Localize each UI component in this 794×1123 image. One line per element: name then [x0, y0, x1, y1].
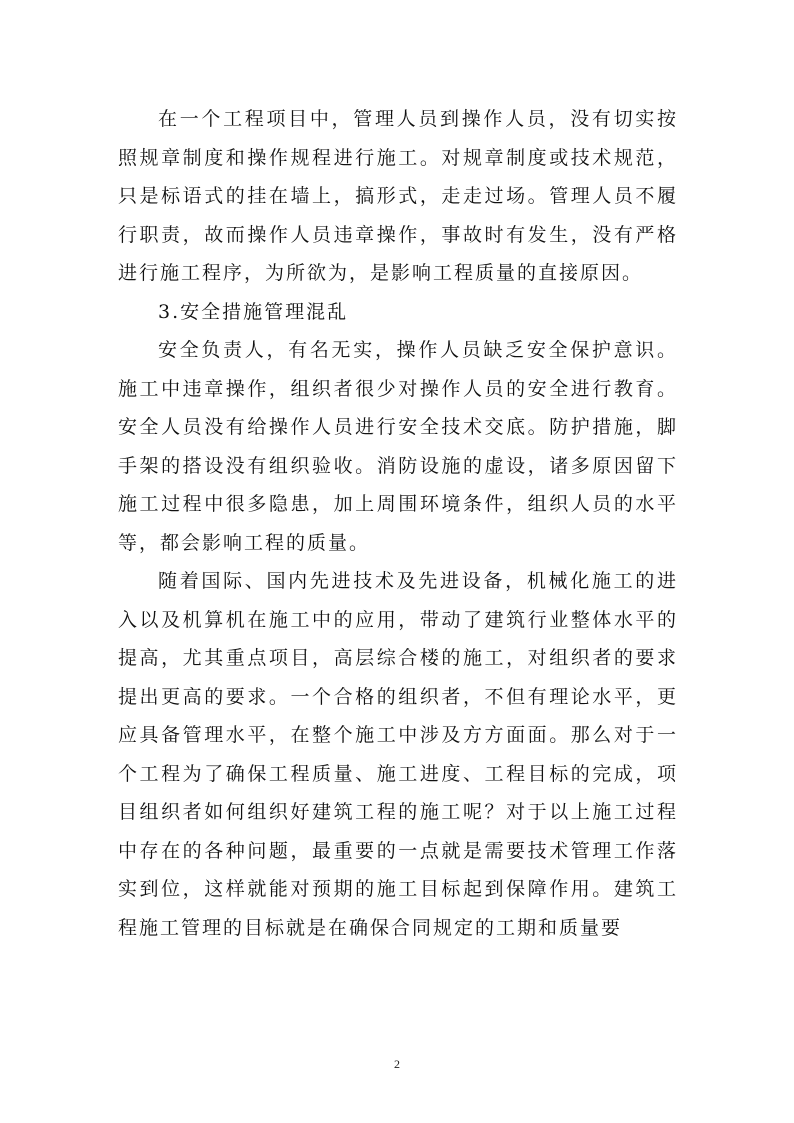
- paragraph-safety-issues: 安全负责人，有名无实，操作人员缺乏安全保护意识。施工中违章操作，组织者很少对操作人员的安全进行教育。安全人员没有给操作人员进行安全技术交底。防护措施，脚手架的搭设没有组织验收。消防设施的虚设，诸多原因留下施工过程中很多隐患，加上周围环境条件，组织人员的水平等，都会影响工程的质量。: [118, 339, 678, 554]
- paragraph-management-violations: 在一个工程项目中，管理人员到操作人员，没有切实按照规章制度和操作规程进行施工。对规章制度或技术规范，只是标语式的挂在墙上，搞形式，走走过场。管理人员不履行职责，故而操作人员违章操作，事故时有发生，没有严格进行施工程序，为所欲为，是影响工程质量的直接原因。: [118, 108, 678, 284]
- page-number: 2: [394, 1057, 400, 1071]
- section-heading-safety: 3.安全措施管理混乱: [158, 300, 349, 323]
- document-body: [118, 100, 678, 947]
- paragraph-technology-advances: 随着国际、国内先进技术及先进设备，机械化施工的进入以及机算机在施工中的应用，带动了建筑行业整体水平的提高，尤其重点项目，高层综合楼的施工，对组织者的要求提出更高的要求。一个合格的组织者，不但有理论水平，更应具备管理水平，在整个施工中涉及方方面面。那么对于一个工程为了确保工程质量、施工进度、工程目标的完成，项目组织者如何组织好建筑工程的施工呢？对于以上施工过程中存在的各种问题，最重要的一点就是需要技术管理工作落实到位，这样就能对预期的施工目标起到保障作用。建筑工程施工管理的目标就是在确保合同规定的工期和质量要: [118, 570, 678, 939]
